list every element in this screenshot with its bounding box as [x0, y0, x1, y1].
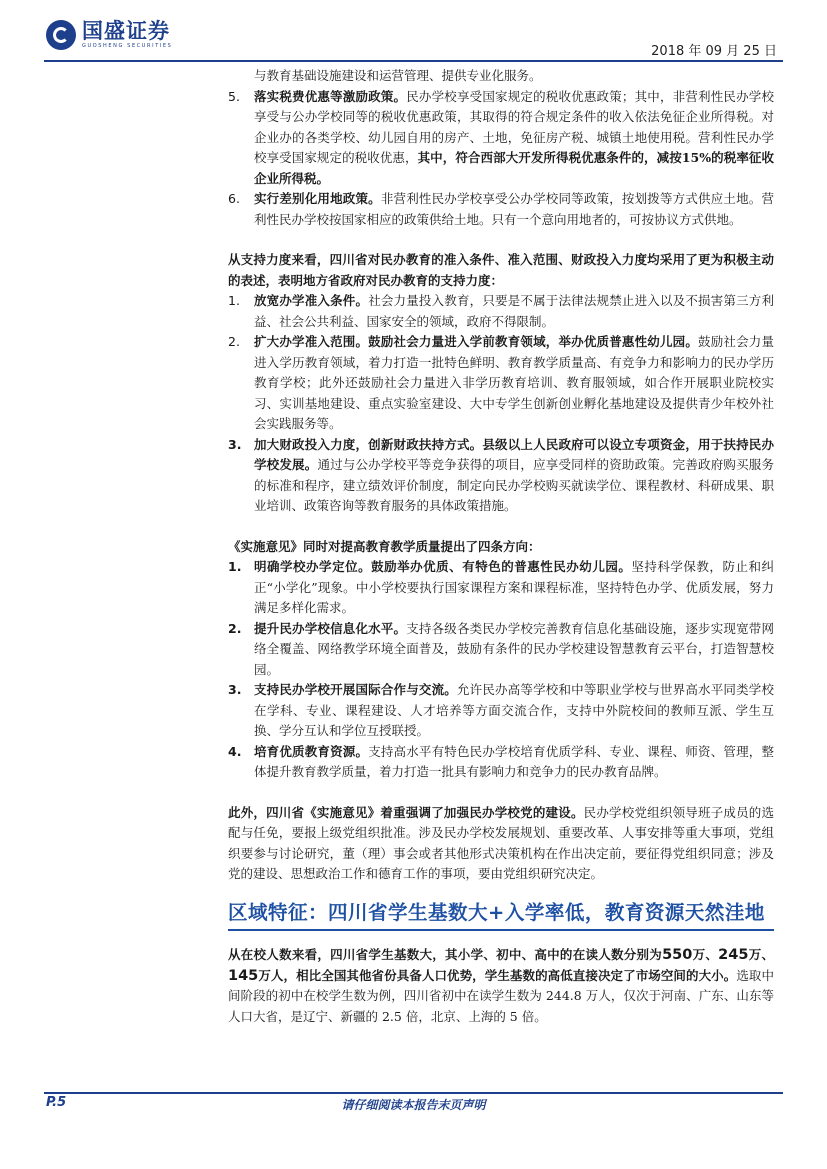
item-heading: 培育优质教育资源。 — [254, 743, 369, 759]
junior-count: 245 — [718, 947, 749, 963]
enrollment-text: 选取中间阶段的初中在校学生数为例，四川省初中在读学生数为 244.8 万人，仅次于河南、广东、山东等人口大省，是辽宁、新疆的 2.5 倍，北京、上海的 5 倍。 — [228, 967, 774, 1024]
unit-text: 万、 — [692, 947, 719, 962]
enrollment-paragraph — [228, 945, 774, 1027]
support-paragraph: 从支持力度来看，四川省对民办教育的准入条件、准入范围、财政投入力度均采用了更为积极主动的表述，表明地方省政府对民办教育的支持力度： — [228, 252, 774, 288]
item-number: 6. — [228, 191, 240, 206]
party-heading: 此外，四川省《实施意见》着重强调了加强民办学校党的建设。 — [228, 804, 584, 820]
logo-icon — [46, 20, 76, 50]
list-item — [228, 189, 774, 230]
logo-english: GUOSHENG SECURITIES — [82, 43, 173, 49]
list-item — [228, 742, 774, 783]
list-item — [228, 680, 774, 742]
item-heading: 扩大办学准入范围。鼓励社会力量进入学前教育领域，举办优质普惠性幼儿园。 — [254, 334, 699, 349]
item-text: 通过与公办学校平等竞争获得的项目，应享受同样的资助政策。完善政府购买服务的标准和程序，建立绩效评价制度，制定向民办学校购买就读学位、课程教材、科研成果、职业培训、政策咨询等教育服务的具体政策措施。 — [254, 457, 774, 513]
company-logo — [46, 20, 172, 50]
item-number: 2. — [228, 334, 240, 349]
list-item — [228, 87, 774, 190]
main-content — [228, 66, 774, 1027]
quality-paragraph: 《实施意见》同时对提高教育教学质量提出了四条方向： — [228, 538, 541, 554]
item-number: 3. — [228, 436, 242, 452]
party-text: 民办学校党组织领导班子成员的选配与任免，要报上级党组织批准。涉及民办学校发展规划、重要改革、人事安排等重大事项，党组织要参与讨论研究，董（理）事会或者其他形式决策机构在作出决定前，要征得党组织同意；涉及党的建设、思想政治工作和德育工作的事项，要由党组织研究决定。 — [228, 804, 774, 881]
item-number: 3. — [228, 682, 242, 697]
party-paragraph — [228, 803, 774, 885]
primary-count: 550 — [662, 947, 693, 963]
disclaimer-text: 请仔细阅读本报告末页声明 — [341, 1098, 486, 1112]
list-item — [228, 332, 774, 435]
continued-item-text: 与教育基础设施建设和运营管理、提供专业化服务。 — [254, 68, 542, 83]
item-number: 5. — [228, 88, 240, 104]
item-text: 社会力量投入教育，只要是不属于法律法规禁止进入以及不损害第三方利益、社会公共利益、国家安全的领域，政府不得限制。 — [254, 293, 774, 329]
item-heading: 加大财政投入力度，创新财政扶持方式。县级以上人民政府可以设立专项资金，用于扶持民办学校发展。 — [254, 436, 774, 472]
item-text: 支持各级各类民办学校完善教育信息化基础设施，逐步实现宽带网络全覆盖、网络教学环境全面普及，鼓励有条件的民办学校建设智慧教育云平台，打造智慧校园。 — [254, 620, 774, 677]
enrollment-conclusion: 万人，相比全国其他省份具备人口优势，学生基数的高低直接决定了市场空间的大小。 — [258, 967, 737, 983]
item-text: 鼓励社会力量进入学历教育领域，着力打造一批特色鲜明、教育教学质量高、有竞争力和影响力的民办学历教育学校；此外还鼓励社会力量进入非学历教育培训、教育服领域，如合作开展职业院校实习、实训基地建设、重点实验室建设、大中专学生创新创业孵化基地建设及提供青少年校外社会实践服务等。 — [254, 334, 774, 431]
item-heading: 提升民办学校信息化水平。 — [254, 620, 407, 636]
quality-list — [228, 557, 774, 783]
section-title: 区域特征：四川省学生基数大+入学率低，教育资源天然洼地 — [228, 903, 774, 932]
item-heading: 落实税费优惠等激励政策。 — [254, 88, 407, 104]
logo-name: 国盛证券 — [82, 19, 170, 43]
item-heading: 放宽办学准入条件。 — [254, 293, 369, 308]
support-list — [228, 291, 774, 517]
item-emphasis: 其中，符合西部大开发所得税优惠条件的，减按15%的税率征收企业所得税。 — [254, 150, 774, 186]
item-text: 支持高水平有特色民办学校培育优质学科、专业、课程、师资、管理，整体提升教育教学质量，着力打造一批具有影响力和竞争力的民办教育品牌。 — [254, 743, 774, 779]
item-text: 坚持科学保教，防止和纠正“小学化”现象。中小学校要执行国家课程方案和课程标准，坚持特色办学、优质发展，努力满足多样化需求。 — [254, 559, 774, 615]
footer-divider — [44, 1092, 783, 1094]
report-date: 2018 年 09 月 25 日 — [651, 44, 777, 59]
item-number: 1. — [228, 293, 240, 308]
enrollment-lead: 从在校人数来看，四川省学生基数大，其小学、初中、高中的在读人数分别为 — [228, 947, 663, 962]
item-number: 1. — [228, 559, 242, 574]
item-number: 4. — [228, 743, 242, 759]
item-number: 2. — [228, 620, 242, 636]
item-text: 非营利性民办学校享受公办学校同等政策，按划拨等方式供应土地。营利性民办学校按国家相应的政策供给土地。只有一个意向用地者的，可按协议方式供地。 — [254, 191, 774, 227]
header-divider — [44, 60, 783, 62]
list-item — [228, 557, 774, 619]
list-item — [228, 435, 774, 517]
item-heading: 实行差别化用地政策。 — [254, 191, 381, 206]
senior-count: 145 — [228, 967, 259, 984]
page-header — [0, 0, 827, 62]
unit-text: 万、 — [748, 947, 774, 962]
page-number: P.5 — [46, 1095, 67, 1110]
item-text: 允许民办高等学校和中等职业学校与世界高水平同类学校在学科、专业、课程建设、人才培养等方面交流合作，支持中外院校间的教师互派、学生互换、学分互认和学位互授联授。 — [254, 682, 774, 738]
policy-list-continued — [228, 87, 774, 231]
list-item — [228, 619, 774, 681]
list-item — [228, 291, 774, 332]
item-text: 民办学校享受国家规定的税收优惠政策；其中，非营利性民办学校享受与公办学校同等的税收优惠政策，其取得的符合规定条件的收入依法免征企业所得税。对企业办的各类学校、幼儿园自用的房产、土地，免征房产税、城镇土地使用税。营利性民办学校享受国家规定的税收优惠， — [254, 88, 774, 165]
item-heading: 明确学校办学定位。鼓励举办优质、有特色的普惠性民办幼儿园。 — [254, 559, 632, 574]
item-heading: 支持民办学校开展国际合作与交流。 — [254, 682, 457, 697]
